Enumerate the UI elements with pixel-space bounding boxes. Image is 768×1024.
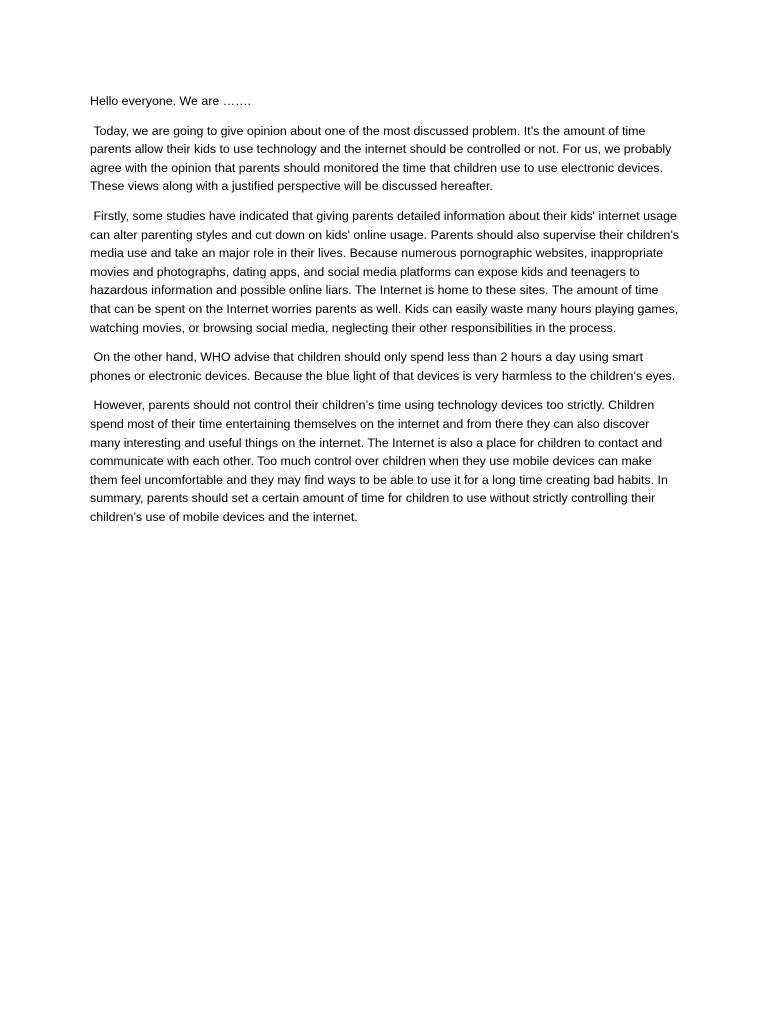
paragraph-other-hand: On the other hand, WHO advise that children should only spend less than 2 hours a day using smart phones or electronic devices. Because the blue light of that devices is very harmless to the children’s eyes. [90,350,676,383]
paragraph-conclusion: However, parents should not control their children’s time using technology devices too strictly. Children spend most of their time entertaining themselves on the internet and from there they can also discover many interesting and useful things on the internet. The Internet is also a place for children to contact and communicate with each other. Too much control over children when they use mobile devices can make them feel uncomfortable and they may find ways to be able to use it for a long time creating bad habits. In summary, parents should set a certain amount of time for children to use without strictly controlling their children’s use of mobile devices and the internet. [90,398,672,524]
paragraph-firstly: Firstly, some studies have indicated that giving parents detailed information about their kids' internet usage can alter parenting styles and cut down on kids' online usage. Parents should also supervise their children’s media use and take an major role in their lives. Because numerous pornographic websites, inappropriate movies and photographs, dating apps, and social media platforms can expose kids and teenagers to hazardous information and possible online liars. The Internet is home to these sites. The amount of time that can be spent on the Internet worries parents as well. Kids can easily waste many hours playing games, watching movies, or browsing social media, neglecting their other responsibilities in the process. [90,208,683,335]
document-body [90,92,682,537]
greeting-line: Hello everyone. We are ……. [90,94,251,108]
paragraph-introduction: Today, we are going to give opinion about one of the most discussed problem. It’s the amount of time parents allow their kids to use technology and the internet should be controlled or not. For us, we probably agree with the opinion that parents should monitored the time that children use to use electronic devices. These views along with a justified perspective will be discussed hereafter. [90,123,675,194]
